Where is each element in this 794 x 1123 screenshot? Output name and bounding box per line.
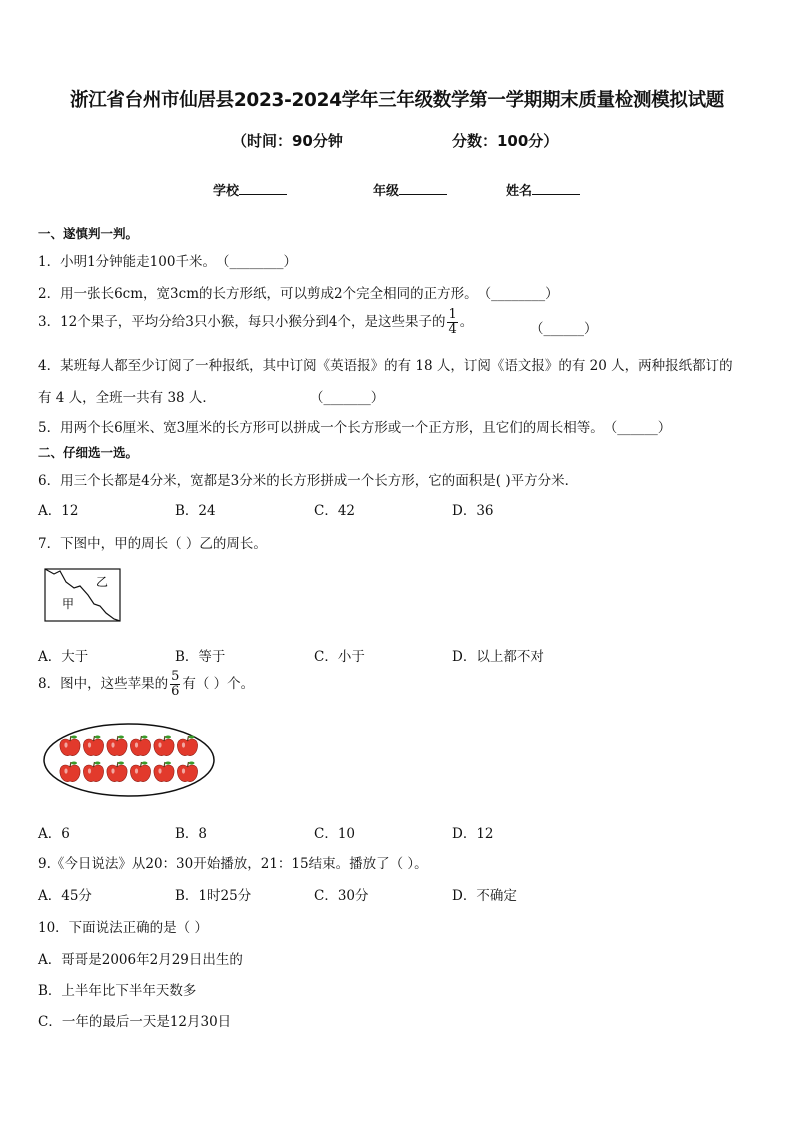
question-2-text: 2．用一张长6cm，宽3cm的长方形纸，可以剪成2个完全相同的正方形。 (38, 286, 478, 302)
apple-icon (83, 762, 103, 782)
apple-plate (42, 722, 216, 798)
question-4-line-1: 4．某班每人都至少订阅了一种报纸，其中订阅《英语报》的有 18 人，订阅《语文报》的有 20 人，两种报纸都订的 (38, 358, 733, 374)
apple-icon (154, 736, 174, 756)
question-4-line-2: 有 4 人，全班一共有 38 人． (38, 390, 216, 406)
perimeter-figure (44, 568, 122, 624)
apple-icon (60, 736, 80, 756)
figure-rectangle (45, 569, 120, 621)
question-8-end: 有（ ）个。 (182, 676, 255, 692)
question-3-text: 3．12个果子，平均分给3只小猴，每只小猴分到4个，是这些果子的 (38, 314, 446, 330)
grade-field[interactable] (373, 180, 447, 199)
question-5 (38, 416, 671, 436)
school-label: 学校 (213, 184, 240, 199)
fraction-numerator: 5 (171, 669, 180, 684)
q9-option-b[interactable]: B．1时25分 (175, 888, 252, 904)
q6-option-c[interactable]: C．42 (314, 503, 356, 519)
apple-icon (130, 762, 150, 782)
q8-option-d[interactable]: D．12 (452, 826, 494, 842)
question-3-end: 。 (459, 314, 474, 330)
q6-option-b[interactable]: B．24 (175, 503, 216, 519)
apple-icon (83, 736, 103, 756)
section-2-heading: 二、仔细选一选。 (38, 445, 139, 460)
question-10: 10．下面说法正确的是（ ） (38, 920, 208, 936)
apple-icon (154, 762, 174, 782)
question-8 (38, 670, 254, 699)
q10-option-a[interactable]: A．哥哥是2006年2月29日出生的 (38, 952, 243, 968)
section-1-heading: 一、遂慎判一判。 (38, 226, 139, 241)
q6-option-d[interactable]: D．36 (452, 503, 494, 519)
question-1 (38, 250, 297, 270)
apple-icon (107, 762, 127, 782)
answer-blank-5[interactable]: （______） (603, 420, 672, 436)
question-7: 7．下图中，甲的周长（ ）乙的周长。 (38, 536, 267, 552)
question-8-text: 8．图中，这些苹果的 (38, 676, 169, 692)
question-1-text: 1．小明1分钟能走100千米。 (38, 254, 216, 270)
school-line (239, 182, 287, 195)
q9-option-c[interactable]: C．30分 (314, 888, 369, 904)
figure-label-yi: 乙 (96, 575, 109, 589)
q10-option-c[interactable]: C．一年的最后一天是12月30日 (38, 1014, 232, 1030)
apple-group (60, 736, 198, 782)
answer-blank-3[interactable]: （______） (530, 321, 598, 337)
apple-icon (177, 762, 197, 782)
question-5-text: 5．用两个长6厘米、宽3厘米的长方形可以拼成一个长方形或一个正方形，且它们的周长相等。 (38, 420, 604, 436)
question-2 (38, 282, 559, 302)
plate-ellipse (44, 724, 214, 796)
q7-option-a[interactable]: A．大于 (38, 649, 89, 665)
name-line (532, 182, 580, 195)
apple-icon (130, 736, 150, 756)
fraction-denominator: 4 (448, 322, 457, 337)
figure-label-jia: 甲 (62, 597, 75, 611)
answer-blank-1[interactable]: （________） (215, 254, 297, 270)
exam-time: （时间：90分钟 (232, 132, 343, 150)
grade-label: 年级 (373, 184, 400, 199)
question-6: 6．用三个长都是4分米，宽都是3分米的长方形拼成一个长方形，它的面积是( )平方分米． (38, 473, 579, 489)
page-title: 浙江省台州市仙居县2023-2024学年三年级数学第一学期期末质量检测模拟试题 (70, 90, 724, 111)
q7-option-b[interactable]: B．等于 (175, 649, 226, 665)
apple-icon (60, 762, 80, 782)
figure-curve (45, 569, 120, 621)
fraction-numerator: 1 (448, 307, 457, 322)
fraction-five-sixths (170, 670, 180, 699)
answer-blank-4[interactable]: （_______） (310, 390, 385, 406)
answer-blank-2[interactable]: （________） (477, 286, 559, 302)
name-label: 姓名 (506, 184, 533, 199)
question-3 (38, 308, 473, 337)
q6-option-a[interactable]: A．12 (38, 503, 79, 519)
question-9: 9.《今日说法》从20：30开始播放，21：15结束。播放了（ ）。 (38, 856, 428, 872)
name-field[interactable] (506, 180, 580, 199)
q10-option-b[interactable]: B．上半年比下半年天数多 (38, 983, 197, 999)
q8-option-a[interactable]: A．6 (38, 826, 70, 842)
q7-option-d[interactable]: D．以上都不对 (452, 649, 544, 665)
apple-icon (107, 736, 127, 756)
q7-option-c[interactable]: C．小于 (314, 649, 365, 665)
fraction-one-fourth (447, 308, 457, 337)
school-field[interactable] (213, 180, 287, 199)
fraction-denominator: 6 (171, 684, 180, 699)
grade-line (399, 182, 447, 195)
q9-option-a[interactable]: A．45分 (38, 888, 92, 904)
exam-score: 分数：100分） (452, 132, 559, 150)
apple-icon (177, 736, 197, 756)
q8-option-b[interactable]: B．8 (175, 826, 208, 842)
q9-option-d[interactable]: D．不确定 (452, 888, 517, 904)
q8-option-c[interactable]: C．10 (314, 826, 356, 842)
